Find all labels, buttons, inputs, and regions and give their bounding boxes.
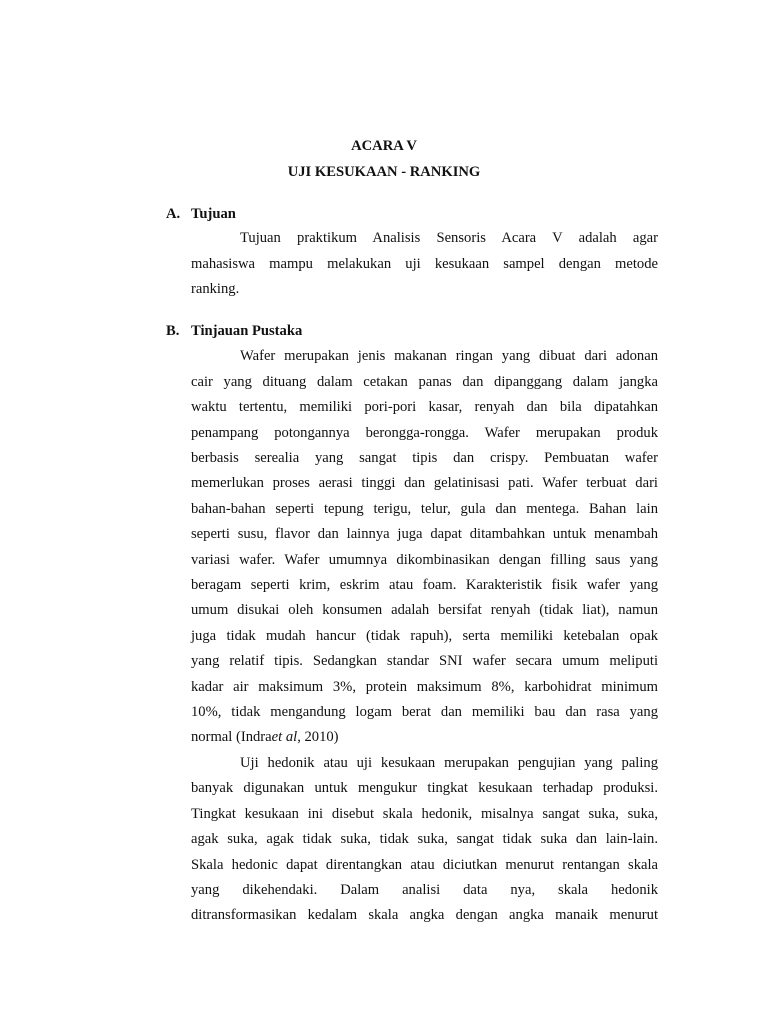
- citation-after: , 2010): [297, 729, 339, 745]
- section-b-line: berbasis serealia yang sangat tipis dan crispy. Pembuatan wafer: [191, 450, 658, 466]
- section-b-line: kadar air maksimum 3%, protein maksimum 8%, karbohidrat minimum: [191, 679, 658, 695]
- page-subtitle: UJI KESUKAAN - RANKING: [287, 164, 481, 180]
- paragraph2-line: banyak digunakan untuk mengukur tingkat kesukaan terhadap produksi.: [191, 780, 658, 796]
- section-b-line: yang relatif tipis. Sedangkan standar SNI wafer secara umum meliputi: [191, 653, 658, 669]
- section-b-title: Tinjauan Pustaka: [191, 323, 303, 339]
- paragraph2-line: agak suka, agak tidak suka, tidak suka, sangat tidak suka dan lain-lain.: [191, 831, 658, 847]
- citation-italic: et al: [271, 729, 298, 745]
- section-b-letter: B.: [166, 323, 180, 339]
- section-a-heading: [166, 205, 236, 223]
- paragraph2-line: Tingkat kesukaan ini disebut skala hedonik, misalnya sangat suka, suka,: [191, 806, 658, 822]
- paragraph2-line: yang dikehendaki. Dalam analisi data nya, skala hedonik: [191, 882, 658, 898]
- section-b-line: memerlukan proses aerasi tinggi dan gelatinisasi pati. Wafer terbuat dari: [191, 475, 658, 491]
- section-b-line: 10%, tidak mengandung logam berat dan memiliki bau dan rasa yang: [191, 704, 658, 720]
- paragraph2-line: ditransformasikan kedalam skala angka dengan angka manaik menurut: [191, 907, 658, 923]
- section-b-line: seperti susu, flavor dan lainnya juga dapat ditambahkan untuk menambah: [191, 526, 658, 542]
- section-a-line: ranking.: [191, 281, 240, 297]
- paragraph2-line: Uji hedonik atau uji kesukaan merupakan pengujian yang paling: [240, 755, 658, 771]
- citation-before: normal (Indra: [191, 729, 272, 745]
- section-b-line: variasi wafer. Wafer umumnya dikombinasikan dengan filling saus yang: [191, 552, 658, 568]
- section-b-line: cair yang dituang dalam cetakan panas dan dipanggang dalam jangka: [191, 374, 658, 390]
- citation-line: [191, 728, 658, 746]
- page-title: ACARA V: [351, 138, 417, 154]
- section-a-title: Tujuan: [191, 206, 236, 222]
- paragraph2-line: Skala hedonic dapat direntangkan atau diciutkan menurut rentangan skala: [191, 857, 658, 873]
- section-b-line: umum disukai oleh konsumen adalah bersifat renyah (tidak liat), namun: [191, 602, 658, 618]
- section-a-letter: A.: [166, 206, 181, 222]
- section-b-line: waktu tertentu, memiliki pori-pori kasar, renyah dan bila dipatahkan: [191, 399, 658, 415]
- section-b-line: bahan-bahan seperti tepung terigu, telur, gula dan mentega. Bahan lain: [191, 501, 658, 517]
- section-a-line: Tujuan praktikum Analisis Sensoris Acara V adalah agar: [240, 230, 658, 246]
- section-b-line: beragam seperti krim, eskrim atau foam. Karakteristik fisik wafer yang: [191, 577, 658, 593]
- section-b-line: penampang potongannya berongga-rongga. Wafer merupakan produk: [191, 425, 658, 441]
- section-a-line: mahasiswa mampu melakukan uji kesukaan sampel dengan metode: [191, 256, 658, 272]
- section-b-line: Wafer merupakan jenis makanan ringan yang dibuat dari adonan: [240, 348, 658, 364]
- section-b-heading: [166, 322, 302, 340]
- section-b-line: juga tidak mudah hancur (tidak rapuh), serta memiliki ketebalan opak: [191, 628, 658, 644]
